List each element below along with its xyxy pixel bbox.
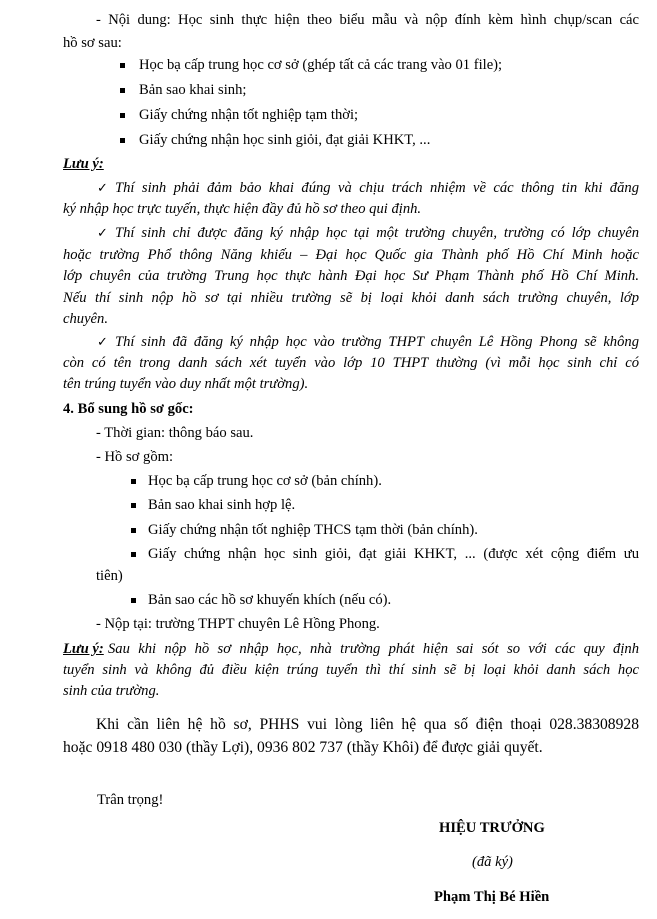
note-line: Thí sinh phải đảm bảo khai đúng và chịu trách nhiệm về các thông tin khi đăng bbox=[115, 180, 639, 196]
bullet-square-icon bbox=[131, 528, 136, 533]
note-line: Nếu thí sinh nộp hồ sơ tại nhiều trường sẽ bị loại khỏi danh sách trường chuyên, lớp bbox=[63, 290, 639, 306]
bullet-square-icon bbox=[131, 552, 136, 557]
note-line: lớp chuyên của trường Trung học thực hành Đại học Sư Phạm Thành phố Hồ Chí Minh. bbox=[63, 268, 639, 284]
note-line: ký nhập học trực tuyến, thực hiện đầy đủ hồ sơ theo qui định. bbox=[63, 201, 422, 217]
luu-y-line: Sau khi nộp hồ sơ nhập học, nhà trường phát hiện sai sót so với các quy định bbox=[108, 641, 639, 657]
list-item: Học bạ cấp trung học cơ sở (ghép tất cả các trang vào 01 file); bbox=[139, 57, 503, 73]
signature-signed: (đã ký) bbox=[472, 854, 513, 870]
check-mark-icon: ✓ bbox=[97, 180, 108, 195]
note-line: hoặc trường Phổ thông Năng khiếu – Đại học Quốc gia Thành phố Hồ Chí Minh hoặc bbox=[63, 247, 639, 263]
check-mark-icon: ✓ bbox=[97, 334, 108, 349]
note-line: Thí sinh đã đăng ký nhập học vào trường THPT chuyên Lê Hồng Phong sẽ không bbox=[115, 334, 639, 350]
bullet-square-icon bbox=[131, 479, 136, 484]
note-line: tên trúng tuyển vào duy nhất một trường). bbox=[63, 376, 309, 392]
thoi-gian-line: - Thời gian: thông báo sau. bbox=[96, 425, 254, 441]
bullet-square-icon bbox=[120, 113, 125, 118]
list-item-continuation: tiên) bbox=[96, 568, 123, 584]
contact-line: hoặc 0918 480 030 (thầy Lợi), 0936 802 737 (thầy Khôi) để được giải quyết. bbox=[63, 739, 543, 756]
contact-line: Khi cần liên hệ hồ sơ, PHHS vui lòng liên hệ qua số điện thoại 028.38308928 bbox=[96, 716, 639, 733]
check-mark-icon: ✓ bbox=[97, 225, 108, 240]
signature-title: HIỆU TRƯỞNG bbox=[439, 820, 545, 836]
bullet-square-icon bbox=[131, 503, 136, 508]
list-item: Giấy chứng nhận tốt nghiệp THCS tạm thời (bản chính). bbox=[148, 522, 478, 538]
note-line: còn có tên trong danh sách xét tuyển vào lớp 10 THPT thường (vì mỗi học sinh chỉ có bbox=[63, 355, 639, 371]
list-item: Giấy chứng nhận tốt nghiệp tạm thời; bbox=[139, 107, 359, 123]
list-item: Giấy chứng nhận học sinh giỏi, đạt giải KHKT, ... (được xét cộng điểm ưu bbox=[148, 546, 639, 562]
list-item: Bản sao khai sinh hợp lệ. bbox=[148, 497, 296, 513]
section-heading: 4. Bổ sung hồ sơ gốc: bbox=[63, 401, 194, 417]
bullet-square-icon bbox=[120, 88, 125, 93]
noi-dung-line-2: hồ sơ sau: bbox=[63, 35, 122, 51]
closing-text: Trân trọng! bbox=[97, 792, 164, 808]
list-item: Bản sao khai sinh; bbox=[139, 82, 247, 98]
note-line: chuyên. bbox=[63, 311, 108, 327]
list-item: Bản sao các hồ sơ khuyến khích (nếu có). bbox=[148, 592, 392, 608]
nop-tai-line: - Nộp tại: trường THPT chuyên Lê Hồng Phong. bbox=[96, 616, 380, 632]
noi-dung-line-1: - Nội dung: Học sinh thực hiện theo biểu mẫu và nộp đính kèm hình chụp/scan các bbox=[96, 12, 639, 28]
bullet-square-icon bbox=[120, 138, 125, 143]
bullet-square-icon bbox=[131, 598, 136, 603]
bullet-square-icon bbox=[120, 63, 125, 68]
luu-y-label: Lưu ý: bbox=[63, 156, 104, 172]
note-line: Thí sinh chỉ được đăng ký nhập học tại một trường chuyên, trường có lớp chuyên bbox=[115, 225, 639, 241]
luu-y-label: Lưu ý: bbox=[63, 641, 104, 657]
luu-y-line: sinh của trường. bbox=[63, 683, 160, 699]
list-item: Học bạ cấp trung học cơ sở (bản chính). bbox=[148, 473, 382, 489]
luu-y-line: tuyển sinh và không đủ điều kiện trúng tuyển thì thí sinh sẽ bị loại khỏi danh sách học bbox=[63, 662, 639, 678]
list-item: Giấy chứng nhận học sinh giỏi, đạt giải KHKT, ... bbox=[139, 132, 431, 148]
ho-so-gom-line: - Hồ sơ gồm: bbox=[96, 449, 174, 465]
signature-name: Phạm Thị Bé Hiền bbox=[434, 889, 550, 905]
